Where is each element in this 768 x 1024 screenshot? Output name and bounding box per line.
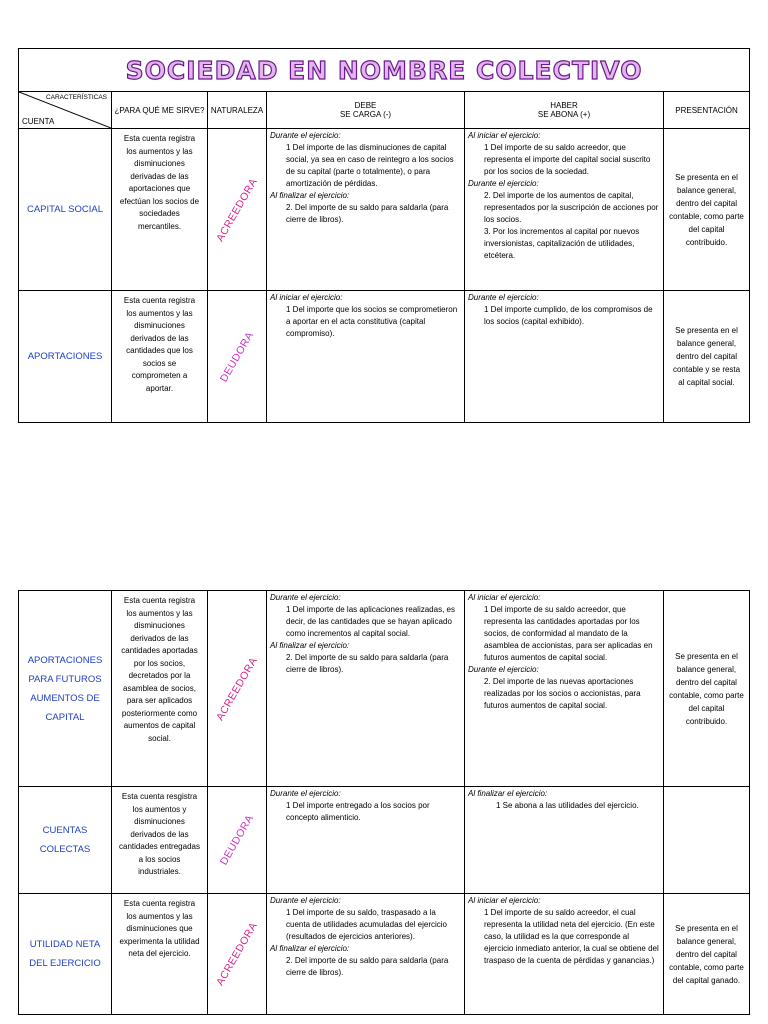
header-caracteristicas: CARACTERÍSTICAS (45, 94, 107, 101)
movement-item: 2. Del importe de su saldo para saldarla (para cierre de libros). (286, 956, 449, 977)
debe-cell (267, 129, 465, 291)
haber-cell (465, 894, 664, 1015)
debe-cell (267, 894, 465, 1015)
sirve-cell: Esta cuenta resgistra los aumentos y disminuciones derivados de las cantidades entregadas a los socios industriales. (112, 787, 208, 894)
header-haber-label: HABER (550, 101, 578, 110)
header-row (19, 92, 750, 129)
naturaleza-cell (208, 591, 267, 787)
movement-label: Durante el ejercicio: (270, 896, 341, 905)
presentacion-cell: Se presenta en el balance general, dentro del capital contable, como parte del capital contribuido. (664, 129, 750, 291)
movement-label: Al finalizar el ejercicio: (270, 944, 350, 953)
naturaleza-label: ACREEDORA (214, 920, 260, 988)
movement-label: Al iniciar el ejercicio: (468, 131, 541, 140)
presentacion-cell: Se presenta en el balance general, dentro del capital contable, como parte del capital ganado. (664, 894, 750, 1015)
movement-item: 1 Del importe entregado a los socios por concepto alimenticio. (286, 801, 430, 822)
haber-cell (465, 787, 664, 894)
movement-item: 3. Por los incrementos al capital por nuevos inversionistas, capitalización de utilidades, etcétera. (484, 227, 640, 260)
movement-item: 1 Del importe cumplido, de los compromisos de los socios (capital exhibido). (484, 305, 653, 326)
naturaleza-label: DEUDORA (217, 812, 257, 868)
cuenta-cell: APORTACIONES PARA FUTUROS AUMENTOS DE CAPITAL (19, 591, 112, 787)
header-debe (267, 92, 465, 129)
header-presentacion: PRESENTACIÓN (664, 92, 750, 129)
presentacion-cell: Se presenta en el balance general, dentro del capital contable y se resta al capital social. (664, 291, 750, 423)
naturaleza-cell (208, 291, 267, 423)
movement-label: Durante el ejercicio: (270, 131, 341, 140)
header-naturaleza: NATURALEZA (208, 92, 267, 129)
header-haber-sub: SE ABONA (+) (537, 110, 591, 119)
title-cell (19, 49, 750, 92)
movement-label: Durante el ejercicio: (468, 293, 539, 302)
table-row (19, 787, 750, 894)
naturaleza-label: ACREEDORA (214, 654, 260, 723)
movement-label: Al finalizar el ejercicio: (270, 191, 350, 200)
naturaleza-cell (208, 787, 267, 894)
table-bottom (18, 590, 749, 1015)
movement-label: Al iniciar el ejercicio: (270, 293, 343, 302)
movement-item: 1 Se abona a las utilidades del ejercicio. (496, 801, 639, 810)
table-row (19, 894, 750, 1015)
debe-cell (267, 787, 465, 894)
haber-cell (465, 129, 664, 291)
presentacion-cell (664, 787, 750, 894)
debe-cell (267, 291, 465, 423)
naturaleza-cell (208, 894, 267, 1015)
header-cuenta (19, 92, 112, 129)
header-debe-sub: SE CARGA (-) (339, 110, 392, 119)
movement-label: Al finalizar el ejercicio: (468, 789, 548, 798)
sirve-cell: Esta cuenta registra los aumentos y las disminuciones derivados de las cantidades aportadas por los socios, decretados por la asamblea de socios, para ser aplicados posteriormente como aumentos de capital social. (112, 591, 208, 787)
naturaleza-cell (208, 129, 267, 291)
movement-label: Al iniciar el ejercicio: (468, 896, 541, 905)
movement-item: 2. Del importe de su saldo para saldarla (para cierre de libros). (286, 203, 449, 224)
haber-cell (465, 591, 664, 787)
movement-item: 2. Del importe de los aumentos de capital, representados por la suscripción de acciones por los socios. (484, 191, 659, 224)
debe-cell (267, 591, 465, 787)
table-row (19, 591, 750, 787)
table-row (19, 291, 750, 423)
page-title: SOCIEDAD EN NOMBRE COLECTIVO (125, 55, 643, 85)
movement-item: 1 Del importe de las aplicaciones realizadas, es decir, de las cantidades que se hayan aplicado como incrementos al capital social. (286, 605, 455, 638)
movement-label: Al finalizar el ejercicio: (270, 641, 350, 650)
header-cuenta-label: CUENTA (22, 117, 55, 126)
movement-item: 2. Del importe de su saldo para saldarla (para cierre de libros). (286, 653, 449, 674)
naturaleza-label: DEUDORA (217, 329, 257, 384)
movement-label: Durante el ejercicio: (468, 665, 539, 674)
movement-item: 1 Del importe de su saldo acreedor, que representa las cantidades aportadas por los socios, de conformidad al mandato de la asamblea de accionistas, para ser aplicadas en futuros aumentos de capital social. (484, 605, 653, 662)
movement-item: 1 Del importe de su saldo acreedor, el cual representa la utilidad neta del ejercicio. (En este caso, la utilidad es la que corresponde al ejercicio inmediato anterior, la cual se obtiene del traspaso de la cuenta de pérdidas y ganancias.) (484, 908, 659, 965)
header-haber (465, 92, 664, 129)
sirve-cell: Esta cuenta registra los aumentos y las disminuciones que experimenta la utilidad neta del ejercicio. (112, 894, 208, 1015)
movement-label: Al iniciar el ejercicio: (468, 593, 541, 602)
cuenta-cell: CAPITAL SOCIAL (19, 129, 112, 291)
movement-item: 1 Del importe de su saldo, traspasado a la cuenta de utilidades acumuladas del ejercicio (resultados de ejercicios anteriores). (286, 908, 447, 941)
movement-item: 1 Del importe que los socios se comprometieron a aportar en el acta constitutiva (capital compromiso). (286, 305, 458, 338)
header-sirve: ¿PARA QUÉ ME SIRVE? (112, 92, 208, 129)
movement-item: 2. Del importe de las nuevas aportaciones realizadas por los socios o accionistas, para futuros aumentos de capital social. (484, 677, 641, 710)
sirve-cell: Esta cuenta registra los aumentos y las disminuciones derivadas de las aportaciones que efectúan los socios de sociedades mercantiles. (112, 129, 208, 291)
naturaleza-label: ACREEDORA (214, 175, 260, 244)
cuenta-cell: UTILIDAD NETA DEL EJERCICIO (19, 894, 112, 1015)
table-top (18, 48, 749, 423)
movement-item: 1 Del importe de las disminuciones de capital social, ya sea en caso de reintegro a los socios de su capital (parte o totalmente), o para amortización de pérdidas. (286, 143, 454, 188)
movement-label: Durante el ejercicio: (270, 789, 341, 798)
movement-label: Durante el ejercicio: (468, 179, 539, 188)
movement-label: Durante el ejercicio: (270, 593, 341, 602)
movement-item: 1 Del importe de su saldo acreedor, que representa el importe del capital social suscrito por los socios de la sociedad. (484, 143, 651, 176)
cuenta-cell: APORTACIONES (19, 291, 112, 423)
presentacion-cell: Se presenta en el balance general, dentro del capital contable, como parte del capital contribuido. (664, 591, 750, 787)
cuenta-cell: CUENTAS COLECTAS (19, 787, 112, 894)
table-row (19, 129, 750, 291)
sirve-cell: Esta cuenta registra los aumentos y las disminuciones derivados de las cantidades que los socios se comprometen a aportar. (112, 291, 208, 423)
header-debe-label: DEBE (354, 101, 377, 110)
haber-cell (465, 291, 664, 423)
